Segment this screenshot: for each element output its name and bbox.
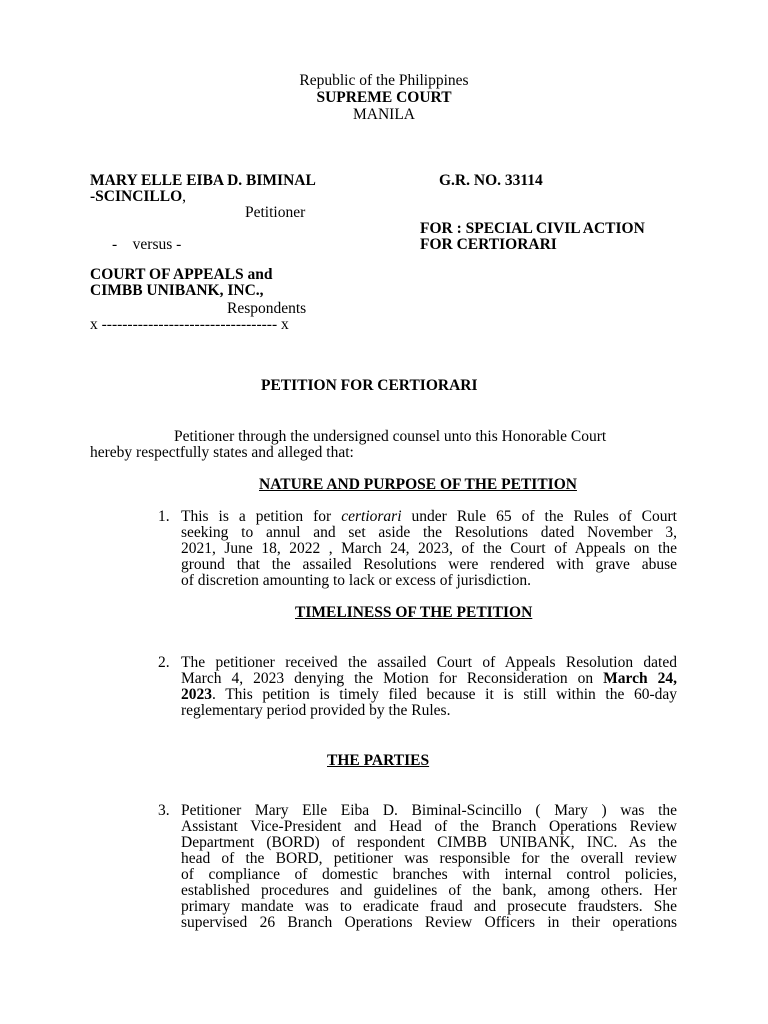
paragraph-2-line	[181, 687, 677, 703]
paragraph-2-text: March 4, 2023 denying the Motion for Reconsideration on	[181, 670, 604, 687]
paragraph-1-line: 2021, June 18, 2022 , March 24, 2023, of the Court of Appeals on the	[181, 540, 677, 557]
paragraph-3-line: Petitioner Mary Elle Eiba D. Biminal-Scincillo ( Mary ) was the	[181, 802, 677, 819]
parties-heading: THE PARTIES	[327, 752, 430, 769]
paragraph-3-line: of compliance of domestic branches with internal control policies,	[181, 866, 677, 883]
petitioner-name-line1: MARY ELLE EIBA D. BIMINAL	[90, 172, 316, 189]
paragraph-1-line: seeking to annul and set aside the Resolutions dated November 3,	[181, 524, 677, 541]
paragraph-2-line	[181, 671, 677, 687]
petitioner-name-line2-wrap	[90, 189, 186, 205]
paragraph-1-italic: certiorari	[341, 508, 402, 525]
for-line1: FOR : SPECIAL CIVIL ACTION	[420, 220, 645, 237]
respondent-role: Respondents	[227, 300, 307, 317]
paragraph-2	[181, 655, 677, 719]
timeliness-heading: TIMELINESS OF THE PETITION	[295, 604, 533, 621]
petition-title: PETITION FOR CERTIORARI	[261, 377, 478, 394]
paragraph-2-line: reglementary period provided by the Rules.	[181, 702, 451, 719]
paragraph-2-line: The petitioner received the assailed Court of Appeals Resolution dated	[181, 654, 677, 671]
caption-separator: x ---------------------------------- x	[90, 316, 289, 333]
paragraph-1-line: of discretion amounting to lack or excess of jurisdiction.	[181, 572, 531, 589]
paragraph-3-line: supervised 26 Branch Operations Review Officers in their operations	[181, 914, 677, 931]
gr-number: G.R. NO. 33114	[439, 172, 543, 189]
for-line2: FOR CERTIORARI	[420, 236, 557, 253]
versus-label: - versus -	[112, 236, 182, 253]
paragraph-1	[181, 509, 677, 589]
nature-heading: NATURE AND PURPOSE OF THE PETITION	[259, 476, 577, 493]
petitioner-name-line2: -SCINCILLO	[90, 188, 183, 205]
paragraph-2-number: 2.	[158, 654, 170, 671]
paragraph-3-number: 3.	[158, 802, 170, 819]
header-republic: Republic of the Philippines	[299, 72, 469, 89]
paragraph-1-text: This is a petition for	[181, 508, 342, 525]
paragraph-3-line: Assistant Vice-President and Head of the Branch Operations Review	[181, 818, 677, 835]
paragraph-1-number: 1.	[158, 508, 170, 525]
header-city: MANILA	[353, 106, 415, 123]
intro-line2: hereby respectfully states and alleged that:	[90, 444, 354, 461]
respondent-line1: COURT OF APPEALS and	[90, 266, 273, 283]
paragraph-3-line: primary mandate was to eradicate fraud and prosecute fraudsters. She	[181, 898, 677, 915]
paragraph-1-line	[181, 509, 677, 525]
header-court: SUPREME COURT	[316, 89, 452, 106]
paragraph-3-line: Department (BORD) of respondent CIMBB UNIBANK, INC. As the	[181, 834, 677, 851]
intro-line1: Petitioner through the undersigned counsel unto this Honorable Court	[174, 428, 607, 445]
paragraph-2-bold: 2023	[181, 686, 212, 703]
petitioner-role: Petitioner	[245, 204, 306, 221]
respondent-line2: CIMBB UNIBANK, INC.,	[90, 282, 264, 299]
paragraph-1-text: under Rule 65 of the Rules of Court	[401, 508, 677, 525]
paragraph-1-line: ground that the assailed Resolutions were rendered with grave abuse	[181, 556, 677, 573]
paragraph-3-line: established procedures and guidelines of the bank, among others. Her	[181, 882, 677, 899]
paragraph-2-text: . This petition is timely filed because it is still within the 60-day	[212, 686, 677, 703]
paragraph-2-bold: March 24,	[603, 670, 678, 687]
paragraph-3-line: head of the BORD, petitioner was responsible for the overall review	[181, 850, 677, 867]
paragraph-3	[181, 803, 677, 931]
petitioner-comma: ,	[182, 188, 187, 205]
